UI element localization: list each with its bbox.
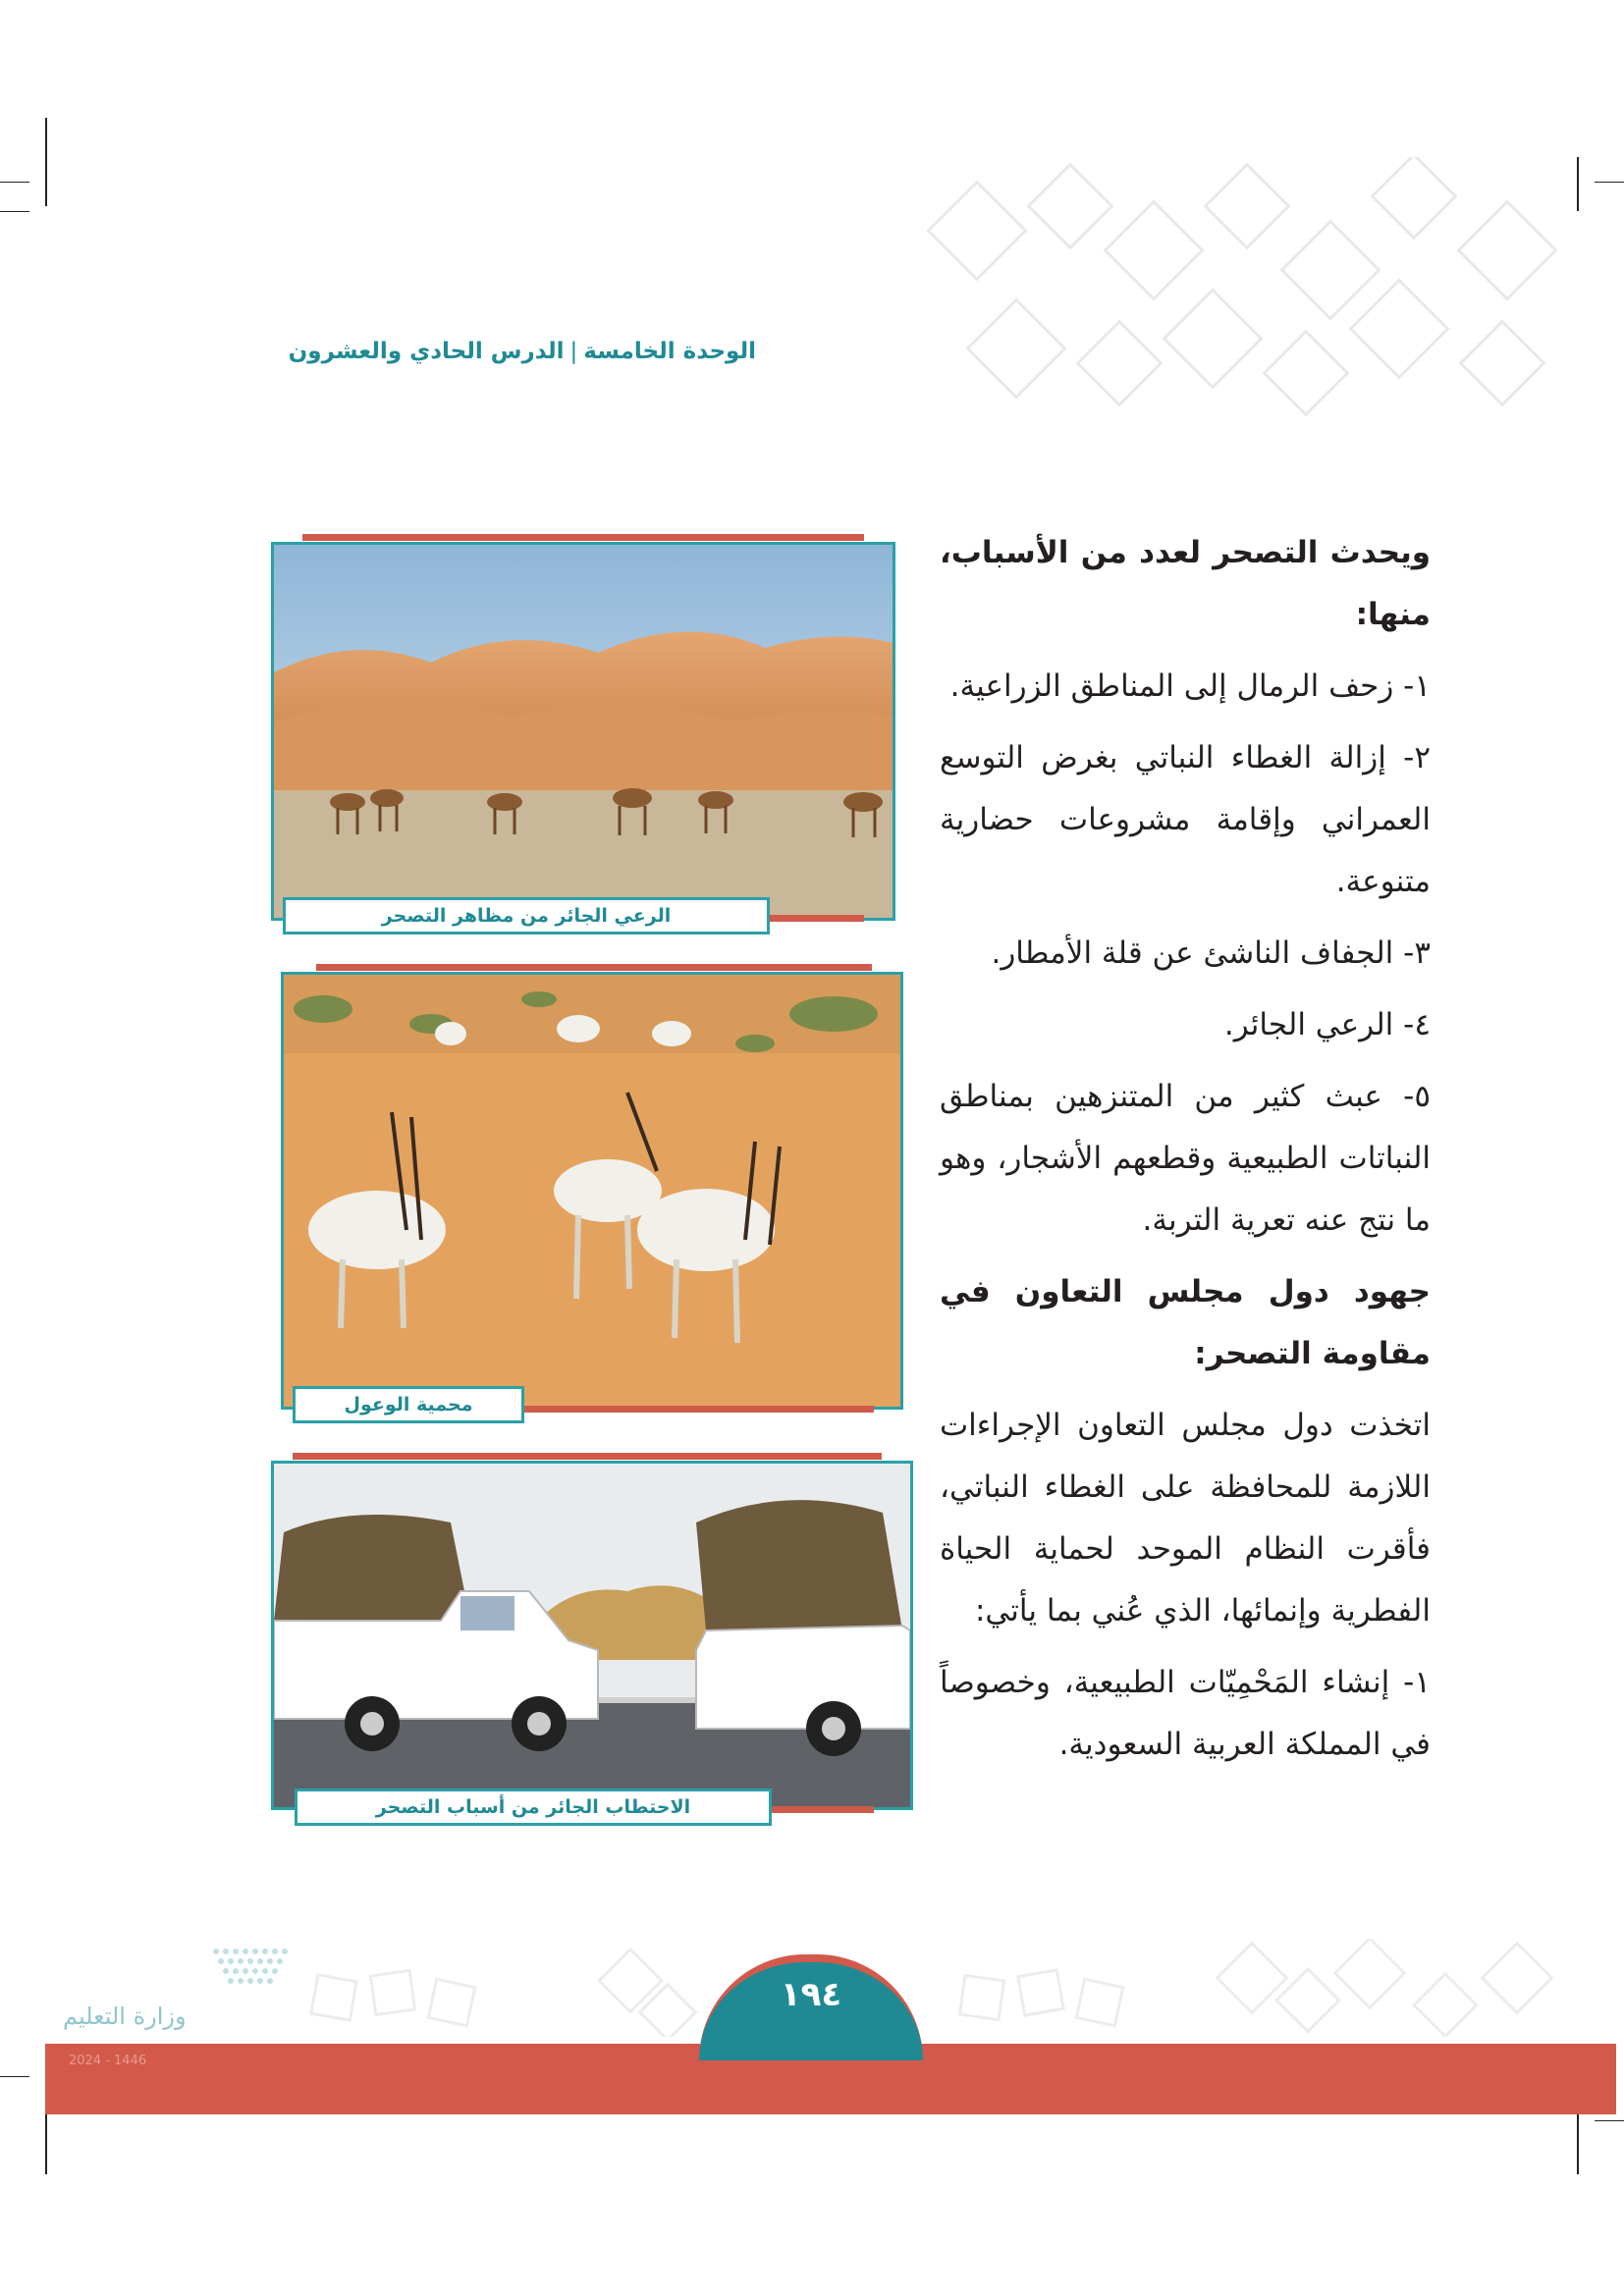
- camels-photo: [271, 542, 895, 921]
- efforts-paragraph: اتخذت دول مجلس التعاون الإجراءات اللازمة للمحافظة على الغطاء النباتي، فأقرت النظام الموحد لحماية الحياة الفطرية وإنمائها، الذي عُني بما يأتي:: [940, 1408, 1431, 1629]
- crop-mark: [0, 182, 29, 183]
- figure-top-bar: [293, 1453, 882, 1460]
- causes-intro: ويحدث التصحر لعدد من الأسباب، منها:: [940, 535, 1431, 632]
- running-header: [265, 339, 756, 364]
- caption-firewood: الاحتطاب الجائر من أسباب التصحر: [295, 1789, 772, 1826]
- header-separator: |: [569, 339, 578, 364]
- crop-mark: [1595, 2120, 1624, 2121]
- decorative-pattern-top: [923, 157, 1624, 432]
- firewood-photo: [271, 1461, 913, 1810]
- cause-item-2: ٢- إزالة الغطاء النباتي بغرض التوسع العمراني وإقامة مشروعات حضارية متنوعة.: [940, 740, 1431, 899]
- ministry-logo-text: وزارة التعليم: [63, 2002, 187, 2030]
- caption-camels: الرعي الجائر من مظاهر التصحر: [283, 897, 770, 934]
- figure-top-bar: [316, 964, 872, 971]
- cause-item-1: ١- زحف الرمال إلى المناطق الزراعية.: [949, 668, 1431, 704]
- figure-oryx: [275, 962, 903, 1433]
- crop-mark: [0, 2076, 29, 2077]
- logo-year: 2024 - 1446: [69, 2054, 147, 2068]
- caption-oryx: محمية الوعول: [293, 1386, 524, 1423]
- figure-firewood: [265, 1451, 913, 1843]
- figure-top-bar: [302, 534, 864, 541]
- cause-item-4: ٤- الرعي الجائر.: [1223, 1007, 1431, 1042]
- caption-bar: [520, 1406, 874, 1413]
- crop-mark: [0, 211, 29, 212]
- decorative-pattern-bottom: [295, 1939, 1624, 2037]
- oryx-photo: [281, 972, 903, 1410]
- efforts-heading: جهود دول مجلس التعاون في مقاومة التصحر:: [940, 1274, 1431, 1371]
- cause-item-3: ٣- الجفاف الناشئ عن قلة الأمطار.: [991, 935, 1431, 971]
- crop-mark: [45, 118, 47, 206]
- figure-camels: [265, 530, 893, 942]
- unit-title: الوحدة الخامسة: [583, 339, 756, 364]
- cause-item-5: ٥- عبث كثير من المتنزهين بمناطق النباتات الطبيعية وقطعهم الأشجار، وهو ما نتج عنه تعرية التربة.: [940, 1079, 1431, 1238]
- lesson-title: الدرس الحادي والعشرون: [288, 339, 565, 364]
- page-number: ١٩٤: [780, 1975, 842, 2014]
- main-text: [940, 522, 1431, 1786]
- effort-item-1: ١- إنشاء المَحْمِيّات الطبيعية، وخصوصاً في المملكة العربية السعودية.: [940, 1665, 1431, 1762]
